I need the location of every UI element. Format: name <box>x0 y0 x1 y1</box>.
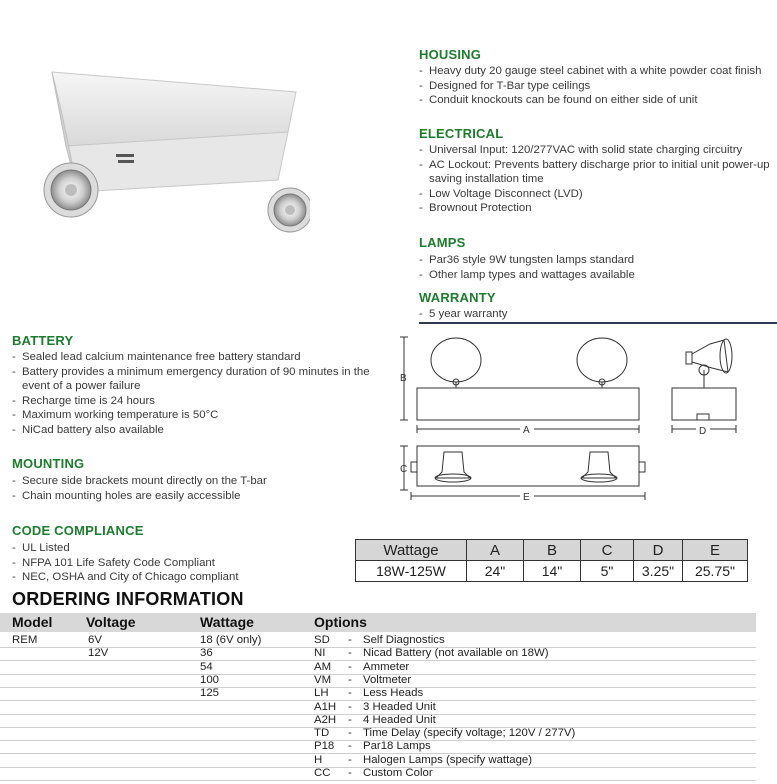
ordering-separator: - <box>348 660 352 673</box>
table-cell: 25.75" <box>683 561 748 582</box>
table-header-cell: Wattage <box>356 540 467 561</box>
col-model: Model <box>12 614 53 630</box>
table-row <box>0 661 756 675</box>
list-item: - NiCad battery also available <box>12 423 372 438</box>
dim-label-c: C <box>400 464 408 475</box>
ordering-separator: - <box>348 740 352 753</box>
table-row <box>0 634 756 648</box>
lamps-heading: LAMPS <box>419 235 466 250</box>
ordering-option-code: AM <box>314 660 332 673</box>
table-row <box>0 687 756 701</box>
list-item: - Low Voltage Disconnect (LVD) <box>419 187 775 202</box>
ordering-wattage-cell: 125 <box>200 687 220 700</box>
dim-label-d: D <box>699 426 707 437</box>
list-item: - Designed for T-Bar type ceilings <box>419 79 777 94</box>
list-item: - Secure side brackets mount directly on the T-bar <box>12 474 372 489</box>
list-item: - Universal Input: 120/277VAC with solid state charging circuitry <box>419 143 775 158</box>
table-header-cell: C <box>581 540 634 561</box>
table-row <box>0 647 756 661</box>
ordering-option-desc: Less Heads <box>363 687 424 700</box>
electrical-list <box>419 143 775 216</box>
list-item: - Par36 style 9W tungsten lamps standard <box>419 253 775 268</box>
ordering-wattage-cell: 54 <box>200 660 213 673</box>
battery-heading: BATTERY <box>12 333 74 348</box>
housing-heading: HOUSING <box>419 47 482 62</box>
table-row <box>356 561 748 582</box>
ordering-separator: - <box>348 634 352 646</box>
electrical-heading: ELECTRICAL <box>419 126 504 141</box>
list-item: - AC Lockout: Prevents battery discharge prior to initial unit power-up saving installation time <box>419 158 775 187</box>
list-item: - 5 year warranty <box>419 307 775 322</box>
ordering-model-cell: REM <box>12 634 38 646</box>
list-item: - UL Listed <box>12 541 342 556</box>
ordering-separator: - <box>348 700 352 713</box>
table-cell: 3.25" <box>634 561 683 582</box>
col-wattage: Wattage <box>200 614 254 630</box>
ordering-option-desc: 4 Headed Unit <box>363 713 436 726</box>
ordering-option-code: A1H <box>314 700 337 713</box>
ordering-separator: - <box>348 727 352 740</box>
ordering-option-desc: Custom Color <box>363 767 433 779</box>
right-lamp-head <box>268 188 310 232</box>
ordering-separator: - <box>348 713 352 726</box>
ordering-wattage-cell: 36 <box>200 647 213 660</box>
dimensions-table <box>355 539 748 582</box>
mounting-heading: MOUNTING <box>12 456 85 471</box>
list-item: - Sealed lead calcium maintenance free battery standard <box>12 350 372 365</box>
table-row <box>0 754 756 768</box>
ordering-separator: - <box>348 647 352 660</box>
ordering-option-code: P18 <box>314 740 335 753</box>
ordering-wattage-cell: 100 <box>200 673 220 686</box>
ordering-option-desc: Self Diagnostics <box>363 634 445 646</box>
ordering-option-code: NI <box>314 647 326 660</box>
warranty-list <box>419 307 775 322</box>
ordering-header <box>0 613 756 632</box>
ordering-option-code: LH <box>314 687 329 700</box>
list-item: - Maximum working temperature is 50°C <box>12 408 372 423</box>
left-lamp-head <box>44 163 98 217</box>
product-photo <box>38 62 310 242</box>
dim-label-a: A <box>523 425 530 436</box>
warranty-heading: WARRANTY <box>419 290 496 305</box>
ordering-option-code: VM <box>314 673 332 686</box>
list-item: - Recharge time is 24 hours <box>12 394 372 409</box>
code-compliance-heading: CODE COMPLIANCE <box>12 523 144 538</box>
list-item: - Heavy duty 20 gauge steel cabinet with a white powder coat finish <box>419 64 777 79</box>
table-header-cell: A <box>467 540 524 561</box>
ordering-option-desc: Ammeter <box>363 660 410 673</box>
ordering-voltage-cell: 6V <box>88 634 102 646</box>
table-cell: 5" <box>581 561 634 582</box>
ordering-option-code: CC <box>314 767 331 779</box>
table-cell: 18W-125W <box>356 561 467 582</box>
table-row <box>0 740 756 754</box>
table-row <box>0 714 756 728</box>
table-header-cell: D <box>634 540 683 561</box>
ordering-option-desc: 3 Headed Unit <box>363 700 436 713</box>
battery-list <box>12 350 372 437</box>
table-row <box>0 701 756 715</box>
col-voltage: Voltage <box>86 614 136 630</box>
code-compliance-list <box>12 541 342 585</box>
table-cell: 14" <box>524 561 581 582</box>
warranty-divider <box>419 322 777 324</box>
list-item: - Brownout Protection <box>419 201 775 216</box>
table-row <box>0 727 756 741</box>
ordering-option-desc: Par18 Lamps <box>363 740 431 753</box>
ordering-option-code: SD <box>314 634 330 646</box>
ordering-separator: - <box>348 687 352 700</box>
list-item: - Battery provides a minimum emergency duration of 90 minutes in the event of a power failure <box>12 365 372 394</box>
ordering-wattage-cell: 18 (6V only) <box>200 634 262 646</box>
ordering-separator: - <box>348 673 352 686</box>
ordering-separator: - <box>348 753 352 766</box>
table-header-cell: E <box>683 540 748 561</box>
mounting-list <box>12 474 372 503</box>
lamps-list <box>419 253 775 282</box>
table-header-row <box>356 540 748 561</box>
list-item: - Conduit knockouts can be found on either side of unit <box>419 93 777 108</box>
table-header-cell: B <box>524 540 581 561</box>
list-item: - NEC, OSHA and City of Chicago compliant <box>12 570 342 585</box>
col-options: Options <box>314 614 367 630</box>
table-cell: 24" <box>467 561 524 582</box>
ordering-option-desc: Halogen Lamps (specify wattage) <box>363 753 533 766</box>
ordering-title: ORDERING INFORMATION <box>12 589 244 609</box>
dim-label-e: E <box>523 492 530 503</box>
ordering-separator: - <box>348 767 352 779</box>
ordering-option-desc: Voltmeter <box>363 673 412 686</box>
ordering-option-code: H <box>314 753 323 766</box>
dim-label-b: B <box>400 373 407 384</box>
housing-list <box>419 64 777 108</box>
list-item: - Chain mounting holes are easily accessible <box>12 489 372 504</box>
ordering-option-code: A2H <box>314 713 337 726</box>
ordering-voltage-cell: 12V <box>88 647 109 660</box>
ordering-option-desc: Nicad Battery (not available on 18W) <box>363 647 549 660</box>
list-item: - Other lamp types and wattages available <box>419 268 775 283</box>
table-row <box>0 767 756 781</box>
table-row <box>0 674 756 688</box>
ordering-option-desc: Time Delay (specify voltage; 120V / 277V) <box>363 727 576 740</box>
ordering-option-code: TD <box>314 727 330 740</box>
dimension-diagram <box>392 332 752 504</box>
list-item: - NFPA 101 Life Safety Code Compliant <box>12 556 342 571</box>
